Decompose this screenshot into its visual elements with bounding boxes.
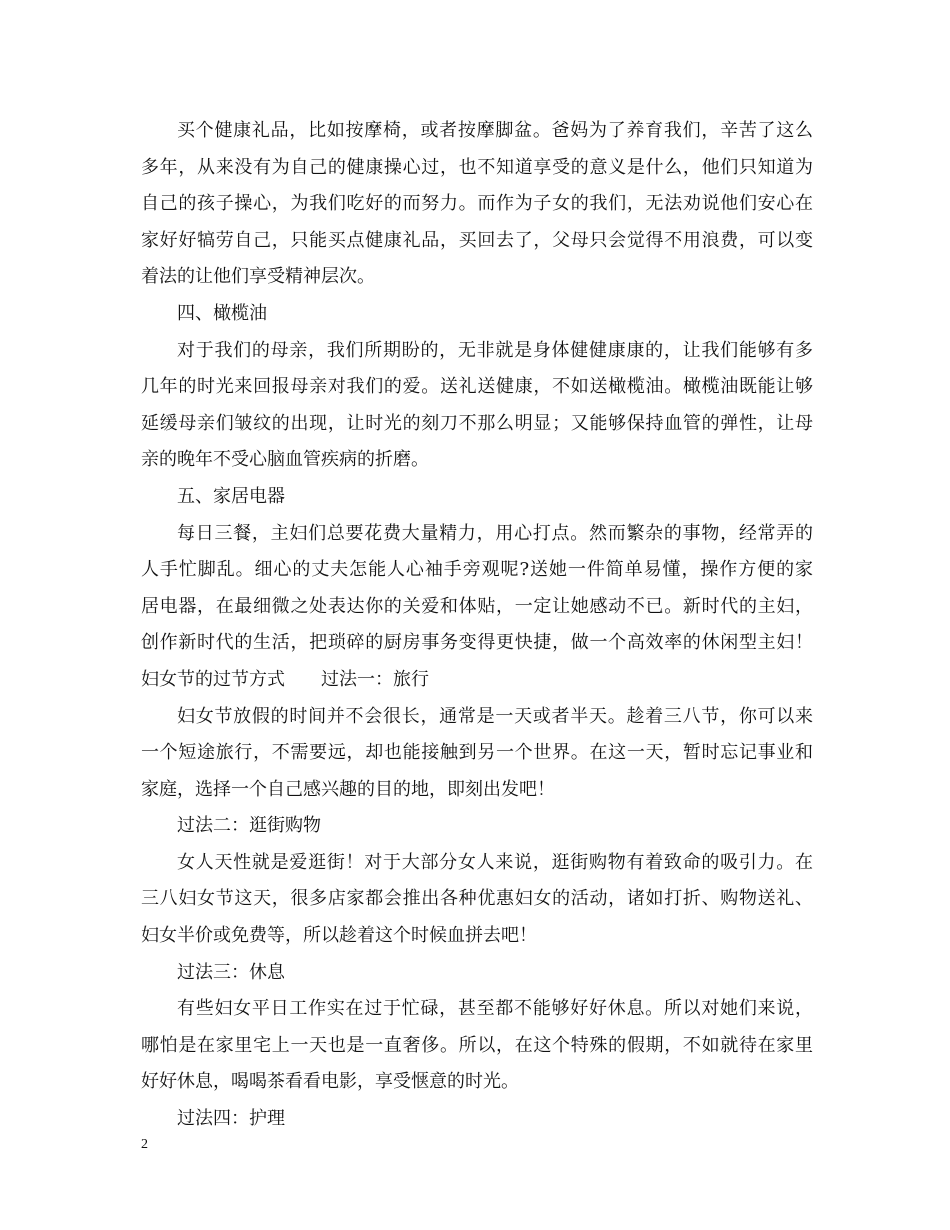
text-line	[141, 442, 813, 479]
text-line-content: 对于我们的母亲，我们所期盼的，无非就是身体健健康康的，让我们能够有多	[177, 339, 813, 361]
text-line	[141, 845, 813, 882]
text-line-content: 四、橄榄油	[177, 302, 267, 324]
text-line	[141, 699, 813, 736]
text-line-content: 家庭，选择一个自己感兴趣的目的地，即刻出发吧！	[141, 778, 555, 800]
text-line	[141, 1028, 813, 1065]
text-line	[141, 259, 813, 296]
text-line-content: 家好好犒劳自己，只能买点健康礼品，买回去了，父母只会觉得不用浪费，可以变	[141, 229, 813, 251]
text-line	[141, 735, 813, 772]
page-number: 2	[141, 1137, 148, 1152]
text-line	[141, 881, 813, 918]
text-line-content: 买个健康礼品，比如按摩椅，或者按摩脚盆。爸妈为了养育我们，辛苦了这么	[177, 120, 813, 141]
text-line-content: 几年的时光来回报母亲对我们的爱。送礼送健康，不如送橄榄油。橄榄油既能让够	[141, 376, 813, 398]
text-line	[141, 918, 813, 955]
text-line	[141, 479, 813, 516]
text-line	[141, 991, 813, 1028]
text-line	[141, 589, 813, 626]
text-line-content: 创作新时代的生活，把琐碎的厨房事务变得更快捷，做一个高效率的休闲型主妇！	[141, 632, 813, 654]
text-line-content: 亲的晚年不受心脑血管疾病的折磨。	[141, 449, 429, 471]
text-line-content: 哪怕是在家里宅上一天也是一直奢侈。所以，在这个特殊的假期，不如就待在家里	[141, 1034, 813, 1056]
text-line-content: 多年，从来没有为自己的健康操心过，也不知道享受的意义是什么，他们只知道为	[141, 156, 813, 178]
text-line	[141, 150, 813, 187]
text-line	[141, 662, 813, 699]
text-line	[141, 808, 813, 845]
text-line-content: 妇女半价或免费等，所以趁着这个时候血拼去吧！	[141, 925, 537, 947]
text-line-content: 延缓母亲们皱纹的出现，让时光的刻刀不那么明显；又能够保持血管的弹性，让母	[141, 412, 813, 434]
text-line-content: 每日三餐，主妇们总要花费大量精力，用心打点。然而繁杂的事物，经常弄的	[177, 522, 813, 544]
text-line	[141, 113, 813, 150]
text-line	[141, 516, 813, 553]
text-line	[141, 625, 813, 662]
text-line-content: 妇女节的过节方式	[141, 668, 285, 690]
text-line	[141, 955, 813, 992]
text-line-content: 妇女节放假的时间并不会很长，通常是一天或者半天。趁着三八节，你可以来	[177, 705, 813, 727]
text-line	[141, 406, 813, 443]
text-line-content: 一个短途旅行，不需要远，却也能接触到另一个世界。在这一天，暂时忘记事业和	[141, 742, 813, 764]
text-line	[141, 1101, 813, 1138]
text-line-content: 自己的孩子操心，为我们吃好的而努力。而作为子女的我们，无法劝说他们安心在	[141, 193, 813, 215]
section-heading: 过法一：旅行	[321, 668, 429, 690]
text-line-content: 着法的让他们享受精神层次。	[141, 266, 375, 288]
text-line	[141, 296, 813, 333]
text-line-content: 人手忙脚乱。细心的丈夫怎能人心袖手旁观呢?送她一件简单易懂，操作方便的家	[141, 559, 813, 581]
text-line-content: 好好休息，喝喝茶看看电影，享受惬意的时光。	[141, 1071, 519, 1093]
text-line-content: 过法二：逛街购物	[177, 815, 321, 837]
text-line	[141, 772, 813, 809]
text-line-content: 有些妇女平日工作实在过于忙碌，甚至都不能够好好休息。所以对她们来说，	[177, 998, 813, 1020]
text-line-content: 居电器，在最细微之处表达你的关爱和体贴，一定让她感动不已。新时代的主妇，	[141, 595, 813, 617]
text-line	[141, 552, 813, 589]
text-line-content: 过法三：休息	[177, 961, 285, 983]
text-line	[141, 223, 813, 260]
text-line	[141, 333, 813, 370]
text-line	[141, 1064, 813, 1101]
text-line-content: 三八妇女节这天，很多店家都会推出各种优惠妇女的活动，诸如打折、购物送礼、	[141, 888, 813, 910]
text-line	[141, 369, 813, 406]
text-line-content: 五、家居电器	[177, 485, 285, 507]
text-line	[141, 186, 813, 223]
text-line-content: 女人天性就是爱逛街！对于大部分女人来说，逛街购物有着致命的吸引力。在	[177, 851, 813, 873]
text-line-content: 过法四：护理	[177, 1108, 285, 1130]
document-body	[141, 113, 813, 1138]
